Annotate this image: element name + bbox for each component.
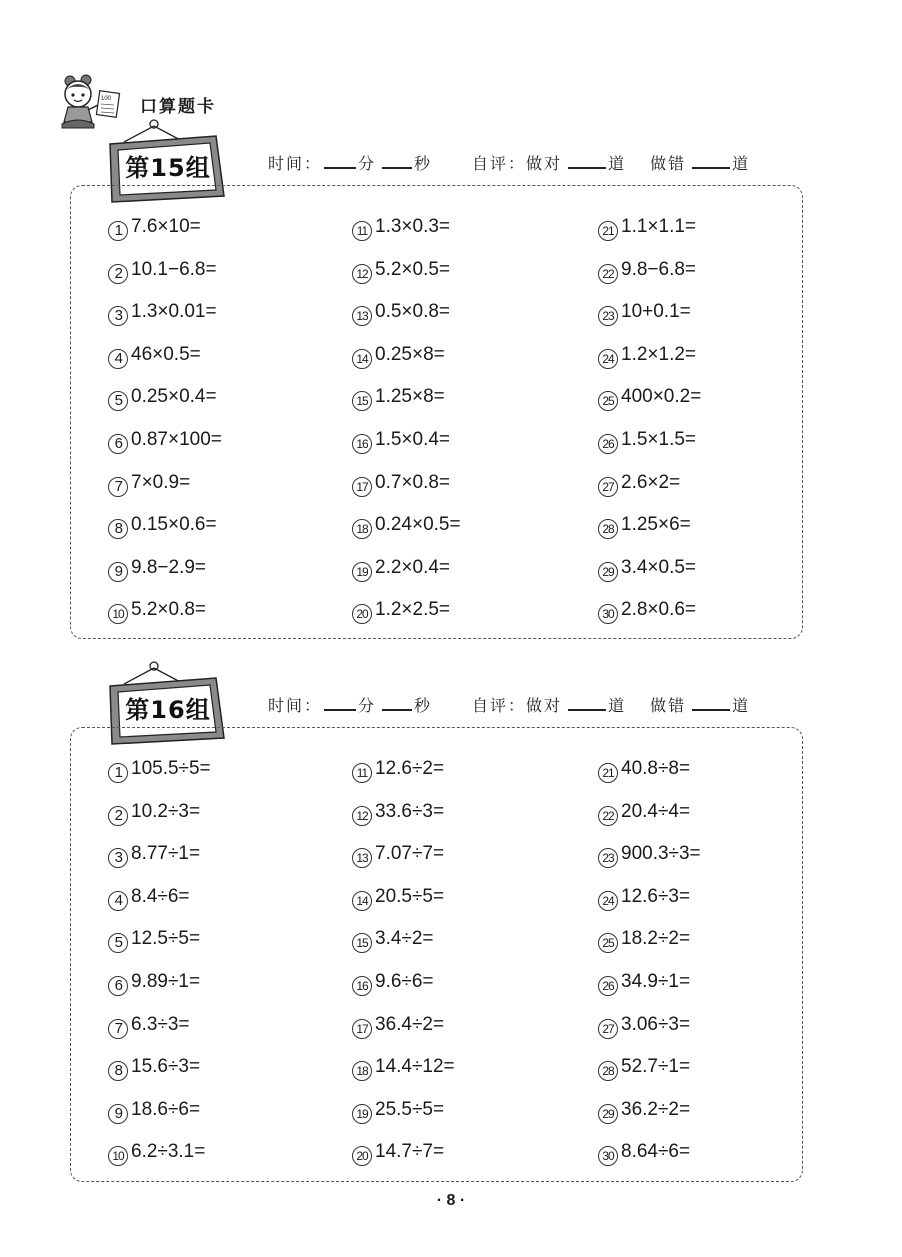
problem-item	[598, 928, 690, 953]
problem-expression: 0.15×0.6=	[131, 514, 217, 536]
problem-number: 13	[352, 848, 372, 868]
problem-expression: 25.5÷5=	[375, 1098, 445, 1120]
minute-label: 分	[358, 696, 377, 715]
problem-number: 2	[108, 806, 128, 826]
problem-expression: 1.2×2.5=	[375, 599, 451, 621]
problem-expression: 1.2×1.2=	[621, 343, 697, 365]
problem-number: 23	[598, 848, 618, 868]
problem-expression: 20.5÷5=	[375, 885, 445, 907]
problem-item	[108, 1056, 200, 1081]
problem-number: 24	[598, 891, 618, 911]
problem-expression: 18.6÷6=	[131, 1098, 201, 1120]
problem-item	[108, 1099, 200, 1124]
wrong-label: 做错	[650, 696, 687, 715]
problem-expression: 5.2×0.5=	[375, 258, 451, 280]
problem-number: 27	[598, 477, 618, 497]
problem-expression: 3.4÷2=	[375, 928, 434, 950]
problem-number: 16	[352, 976, 372, 996]
problem-item	[598, 971, 690, 996]
problem-number: 25	[598, 391, 618, 411]
problem-expression: 1.25×8=	[375, 386, 445, 408]
problem-item	[352, 259, 450, 284]
problem-item	[108, 1014, 190, 1039]
problem-number: 17	[352, 477, 372, 497]
problem-number: 6	[108, 434, 128, 454]
problem-expression: 14.4÷12=	[375, 1056, 455, 1078]
problem-number: 13	[352, 306, 372, 326]
problem-item	[108, 514, 217, 539]
problem-number: 12	[352, 264, 372, 284]
problem-item	[598, 1099, 690, 1124]
problem-number: 19	[352, 1104, 372, 1124]
problem-item	[108, 843, 200, 868]
time-label: 时间：	[268, 154, 323, 173]
problem-item	[108, 758, 211, 783]
problem-number: 20	[352, 1146, 372, 1166]
problem-expression: 0.7×0.8=	[375, 471, 451, 493]
problem-expression: 18.2÷2=	[621, 928, 691, 950]
problem-number: 7	[108, 477, 128, 497]
score-line	[268, 693, 750, 716]
problem-item	[352, 301, 450, 326]
problem-expression: 2.2×0.4=	[375, 556, 451, 578]
problem-item	[108, 928, 200, 953]
problem-number: 18	[352, 1061, 372, 1081]
wrong-count-blank[interactable]	[692, 153, 730, 169]
problem-item	[352, 429, 450, 454]
problem-item	[598, 801, 690, 826]
wrong-count-blank[interactable]	[692, 695, 730, 711]
problem-number: 5	[108, 391, 128, 411]
problem-item	[352, 514, 461, 539]
second-label: 秒	[414, 696, 433, 715]
problem-expression: 10+0.1=	[621, 301, 691, 323]
problem-expression: 400×0.2=	[621, 386, 702, 408]
problem-expression: 10.1−6.8=	[131, 258, 217, 280]
problem-number: 6	[108, 976, 128, 996]
problem-item	[108, 259, 217, 284]
problem-number: 1	[108, 763, 128, 783]
problem-expression: 8.64÷6=	[621, 1141, 691, 1163]
problem-number: 24	[598, 349, 618, 369]
problem-expression: 900.3÷3=	[621, 843, 701, 865]
unit-label: 道	[732, 696, 751, 715]
problem-expression: 0.25×0.4=	[131, 386, 217, 408]
problem-number: 1	[108, 221, 128, 241]
problem-expression: 3.06÷3=	[621, 1013, 691, 1035]
unit-label: 道	[608, 696, 627, 715]
problem-expression: 46×0.5=	[131, 343, 201, 365]
problem-number: 23	[598, 306, 618, 326]
self-eval-label: 自评：做对	[472, 696, 563, 715]
problem-number: 18	[352, 519, 372, 539]
problem-number: 4	[108, 349, 128, 369]
problem-expression: 6.3÷3=	[131, 1013, 190, 1035]
problem-item	[352, 928, 434, 953]
problem-expression: 3.4×0.5=	[621, 556, 697, 578]
problem-item	[108, 216, 201, 241]
problem-item	[352, 1014, 444, 1039]
problem-number: 15	[352, 391, 372, 411]
problem-expression: 9.6÷6=	[375, 971, 434, 992]
problem-item	[598, 514, 691, 539]
problem-item	[352, 843, 444, 868]
problem-expression: 1.3×0.3=	[375, 216, 451, 237]
problem-item	[598, 886, 690, 911]
problem-item	[598, 301, 691, 326]
problem-item	[598, 344, 696, 369]
problem-number: 12	[352, 806, 372, 826]
problem-number: 26	[598, 976, 618, 996]
seconds-blank[interactable]	[382, 153, 412, 169]
problem-expression: 1.5×1.5=	[621, 429, 697, 450]
problem-item	[352, 599, 450, 624]
unit-label: 道	[608, 154, 627, 173]
minutes-blank[interactable]	[324, 695, 356, 711]
problem-expression: 20.4÷4=	[621, 800, 691, 822]
problem-number: 28	[598, 1061, 618, 1081]
group-title: 第15组	[125, 154, 211, 182]
problem-item	[598, 472, 680, 497]
problem-item	[352, 216, 450, 241]
problem-expression: 2.8×0.6=	[621, 599, 697, 621]
problem-number: 27	[598, 1019, 618, 1039]
time-label: 时间：	[268, 696, 323, 715]
minute-label: 分	[358, 154, 377, 173]
problem-number: 8	[108, 519, 128, 539]
problem-number: 3	[108, 848, 128, 868]
problem-expression: 15.6÷3=	[131, 1056, 201, 1078]
problem-number: 26	[598, 434, 618, 454]
wrong-label: 做错	[650, 154, 687, 173]
group-title: 第16组	[125, 696, 211, 724]
problem-expression: 14.7÷7=	[375, 1141, 445, 1163]
problem-expression: 7.6×10=	[131, 216, 201, 237]
problem-item	[598, 557, 696, 582]
problem-number: 29	[598, 562, 618, 582]
problem-expression: 1.25×6=	[621, 514, 691, 536]
problem-item	[352, 801, 444, 826]
problem-number: 15	[352, 933, 372, 953]
problem-item	[598, 843, 701, 868]
problem-number: 7	[108, 1019, 128, 1039]
problem-item	[598, 259, 696, 284]
header-title: 口算题卡	[140, 97, 216, 117]
problem-number: 20	[352, 604, 372, 624]
problem-item	[598, 599, 696, 624]
second-label: 秒	[414, 154, 433, 173]
problem-item	[352, 758, 444, 783]
problem-item	[108, 386, 217, 411]
problem-item	[598, 216, 696, 241]
unit-label: 道	[732, 154, 751, 173]
problem-number: 30	[598, 1146, 618, 1166]
problem-expression: 1.1×1.1=	[621, 216, 697, 237]
problem-number: 10	[108, 604, 128, 624]
problem-expression: 12.5÷5=	[131, 928, 201, 950]
problem-expression: 1.3×0.01=	[131, 301, 217, 323]
problem-number: 14	[352, 349, 372, 369]
score-line	[268, 151, 750, 174]
minutes-blank[interactable]	[324, 153, 356, 169]
problem-number: 11	[352, 763, 372, 783]
problem-number: 21	[598, 221, 618, 241]
problem-number: 3	[108, 306, 128, 326]
problem-item	[352, 1056, 455, 1081]
problem-expression: 7×0.9=	[131, 471, 191, 493]
page-number: · 8 ·	[436, 1192, 466, 1209]
problem-number: 25	[598, 933, 618, 953]
problem-expression: 9.89÷1=	[131, 971, 201, 992]
correct-count-blank[interactable]	[568, 153, 606, 169]
problem-number: 30	[598, 604, 618, 624]
problem-expression: 34.9÷1=	[621, 971, 691, 992]
problem-expression: 10.2÷3=	[131, 800, 201, 822]
problem-item	[352, 344, 445, 369]
problem-number: 16	[352, 434, 372, 454]
problem-number: 4	[108, 891, 128, 911]
problem-expression: 33.6÷3=	[375, 800, 445, 822]
problem-expression: 0.5×0.8=	[375, 301, 451, 323]
problem-expression: 36.2÷2=	[621, 1098, 691, 1120]
problem-item	[352, 472, 450, 497]
problem-number: 14	[352, 891, 372, 911]
problem-expression: 6.2÷3.1=	[131, 1141, 206, 1163]
problem-number: 21	[598, 763, 618, 783]
problem-number: 9	[108, 562, 128, 582]
problem-item	[352, 886, 444, 911]
problem-expression: 105.5÷5=	[131, 758, 211, 779]
correct-count-blank[interactable]	[568, 695, 606, 711]
problem-number: 11	[352, 221, 372, 241]
problem-expression: 36.4÷2=	[375, 1013, 445, 1035]
problem-number: 9	[108, 1104, 128, 1124]
problem-item	[352, 386, 445, 411]
problem-item	[108, 801, 200, 826]
problem-item	[598, 1141, 690, 1166]
problem-number: 22	[598, 264, 618, 284]
problem-expression: 1.5×0.4=	[375, 429, 451, 450]
problem-expression: 9.8−2.9=	[131, 556, 207, 578]
problem-item	[108, 1141, 205, 1166]
problem-item	[108, 886, 190, 911]
problem-item	[108, 472, 190, 497]
problem-expression: 0.25×8=	[375, 343, 445, 365]
problem-expression: 52.7÷1=	[621, 1056, 691, 1078]
problem-item	[352, 557, 450, 582]
problem-item	[108, 599, 206, 624]
problem-expression: 0.24×0.5=	[375, 514, 461, 536]
problem-number: 5	[108, 933, 128, 953]
problem-number: 28	[598, 519, 618, 539]
problem-item	[352, 971, 434, 996]
problem-expression: 7.07÷7=	[375, 843, 445, 865]
problem-item	[598, 386, 701, 411]
problem-expression: 2.6×2=	[621, 471, 681, 493]
problem-expression: 40.8÷8=	[621, 758, 691, 779]
problem-expression: 8.4÷6=	[131, 885, 190, 907]
problem-number: 2	[108, 264, 128, 284]
problem-item	[598, 1014, 690, 1039]
problem-item	[352, 1141, 444, 1166]
seconds-blank[interactable]	[382, 695, 412, 711]
problem-number: 10	[108, 1146, 128, 1166]
problem-item	[108, 301, 217, 326]
problem-expression: 0.87×100=	[131, 429, 222, 450]
problem-expression: 12.6÷2=	[375, 758, 445, 779]
problem-expression: 5.2×0.8=	[131, 599, 207, 621]
problem-number: 17	[352, 1019, 372, 1039]
problem-expression: 8.77÷1=	[131, 843, 201, 865]
self-eval-label: 自评：做对	[472, 154, 563, 173]
problem-number: 29	[598, 1104, 618, 1124]
problem-number: 8	[108, 1061, 128, 1081]
problem-expression: 9.8−6.8=	[621, 258, 697, 280]
problem-item	[108, 429, 222, 454]
problem-item	[598, 429, 696, 454]
problem-number: 19	[352, 562, 372, 582]
problem-item	[598, 758, 690, 783]
problem-item	[108, 557, 206, 582]
problem-item	[598, 1056, 690, 1081]
problem-number: 22	[598, 806, 618, 826]
svg-text:100: 100	[101, 96, 112, 102]
problem-expression: 12.6÷3=	[621, 885, 691, 907]
problem-item	[108, 344, 201, 369]
problem-item	[352, 1099, 444, 1124]
problem-item	[108, 971, 200, 996]
